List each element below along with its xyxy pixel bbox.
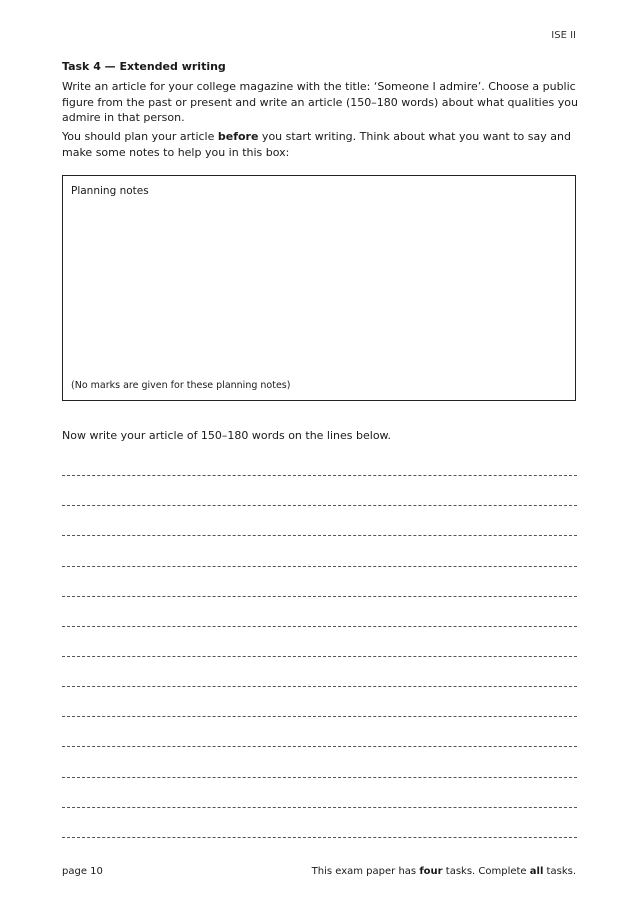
planning-notes-title: Planning notes xyxy=(71,185,149,197)
planning-instruction xyxy=(62,129,578,160)
writing-line[interactable] xyxy=(62,476,577,506)
writing-line[interactable] xyxy=(62,506,577,536)
page-number: page 10 xyxy=(62,866,103,877)
writing-line[interactable] xyxy=(62,687,577,717)
writing-line[interactable] xyxy=(62,657,577,687)
planning-notes-disclaimer: (No marks are given for these planning notes) xyxy=(71,380,291,391)
writing-line[interactable] xyxy=(62,597,577,627)
writing-line[interactable] xyxy=(62,778,577,808)
footer-note-part3: tasks. xyxy=(543,866,576,877)
writing-line[interactable] xyxy=(62,717,577,747)
writing-line[interactable] xyxy=(62,747,577,777)
task-intro: Write an article for your college magazine with the title: ‘Someone I admire’. Choose a public figure from the past or present and write an article (150–180 words) about what qualities you admire in that person. xyxy=(62,80,578,124)
writing-lines xyxy=(62,446,577,838)
task-title: Task 4 — Extended writing xyxy=(62,60,226,73)
footer-note-part1: This exam paper has xyxy=(311,866,420,877)
plan-text-bold: before xyxy=(217,130,259,143)
writing-line[interactable] xyxy=(62,446,577,476)
plan-text-after: you start writing. Think about what you want to say and make some notes to help you in this box: xyxy=(62,130,571,159)
footer-note-part2: tasks. Complete xyxy=(442,866,530,877)
writing-line[interactable] xyxy=(62,567,577,597)
exam-code: ISE II xyxy=(551,30,576,41)
writing-line[interactable] xyxy=(62,627,577,657)
writing-line[interactable] xyxy=(62,536,577,566)
footer-note xyxy=(312,866,576,877)
planning-notes-box[interactable] xyxy=(62,175,576,401)
footer-note-bold2: all xyxy=(529,866,544,877)
footer-note-bold1: four xyxy=(419,866,443,877)
writing-instruction: Now write your article of 150–180 words on the lines below. xyxy=(62,429,392,442)
plan-text-before: You should plan your article xyxy=(62,130,218,143)
writing-line[interactable] xyxy=(62,808,577,838)
